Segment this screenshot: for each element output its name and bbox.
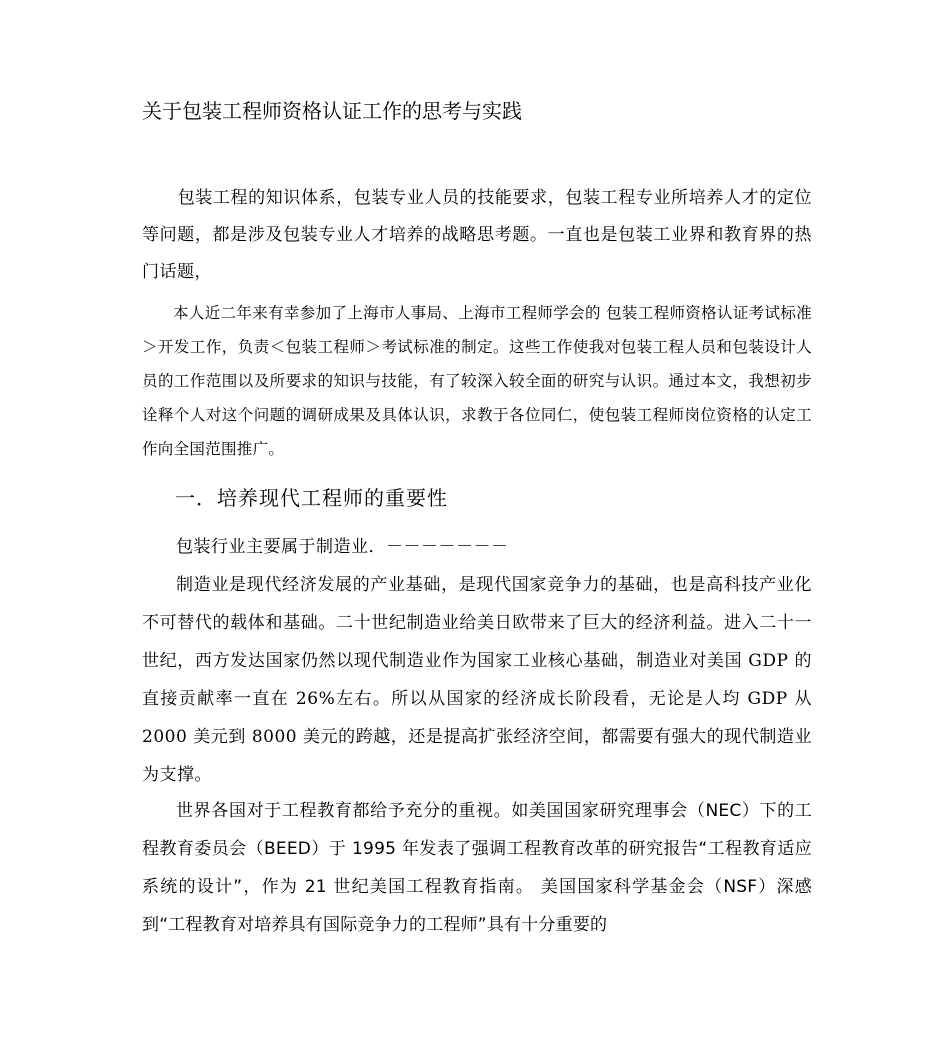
paragraph-engineering-education: 世界各国对于工程教育都给予充分的重视。如美国国家研究理事会（NEC）下的工程教育委员会（BEED）于 1995 年发表了强调工程教育改革的研究报告“工程教育适应系统的设计”，作为 21 世纪美国工程教育指南。 美国国家科学基金会（NSF）深感到“工程教育对培养具有国际竞争力的工程师”具有十分重要的 (142, 801, 812, 935)
document-title: 关于包装工程师资格认证工作的思考与实践 (142, 99, 522, 123)
paragraph-manufacturing-intro: 包装行业主要属于制造业．－－－－－－－ (176, 537, 509, 557)
paragraph-author-background: 本人近二年来有幸参加了上海市人事局、上海市工程师学会的 包装工程师资格认证考试标准＞开发工作，负责＜包装工程师＞考试标准的制定。这些工作使我对包装工程人员和包装设计人员的工作范围以及所要求的知识与技能，有了较深入较全面的研究与认识。通过本文，我想初步诠释个人对这个问题的调研成果及具体认识，求教于各位同仁，使包装工程师岗位资格的认定工作向全国范围推广。 (142, 304, 812, 458)
paragraph-manufacturing-importance: 制造业是现代经济发展的产业基础，是现代国家竞争力的基础，也是高科技产业化不可替代的载体和基础。二十世纪制造业给美日欧带来了巨大的经济利益。进入二十一世纪，西方发达国家仍然以现代制造业作为国家工业核心基础，制造业对美国 GDP 的直接贡献率一直在 26%左右。所以从国家的经济成长阶段看，无论是人均 GDP 从 2000 美元到 8000 美元的跨越，还是提高扩张经济空间，都需要有强大的现代制造业为支撑。 (142, 575, 812, 785)
paragraph-knowledge-system: 包装工程的知识体系，包装专业人员的技能要求，包装工程专业所培养人才的定位等问题，都是涉及包装专业人才培养的战略思考题。一直也是包装工业界和教育界的热门话题， (142, 188, 812, 282)
section-heading: 一．培养现代工程师的重要性 (175, 486, 448, 510)
